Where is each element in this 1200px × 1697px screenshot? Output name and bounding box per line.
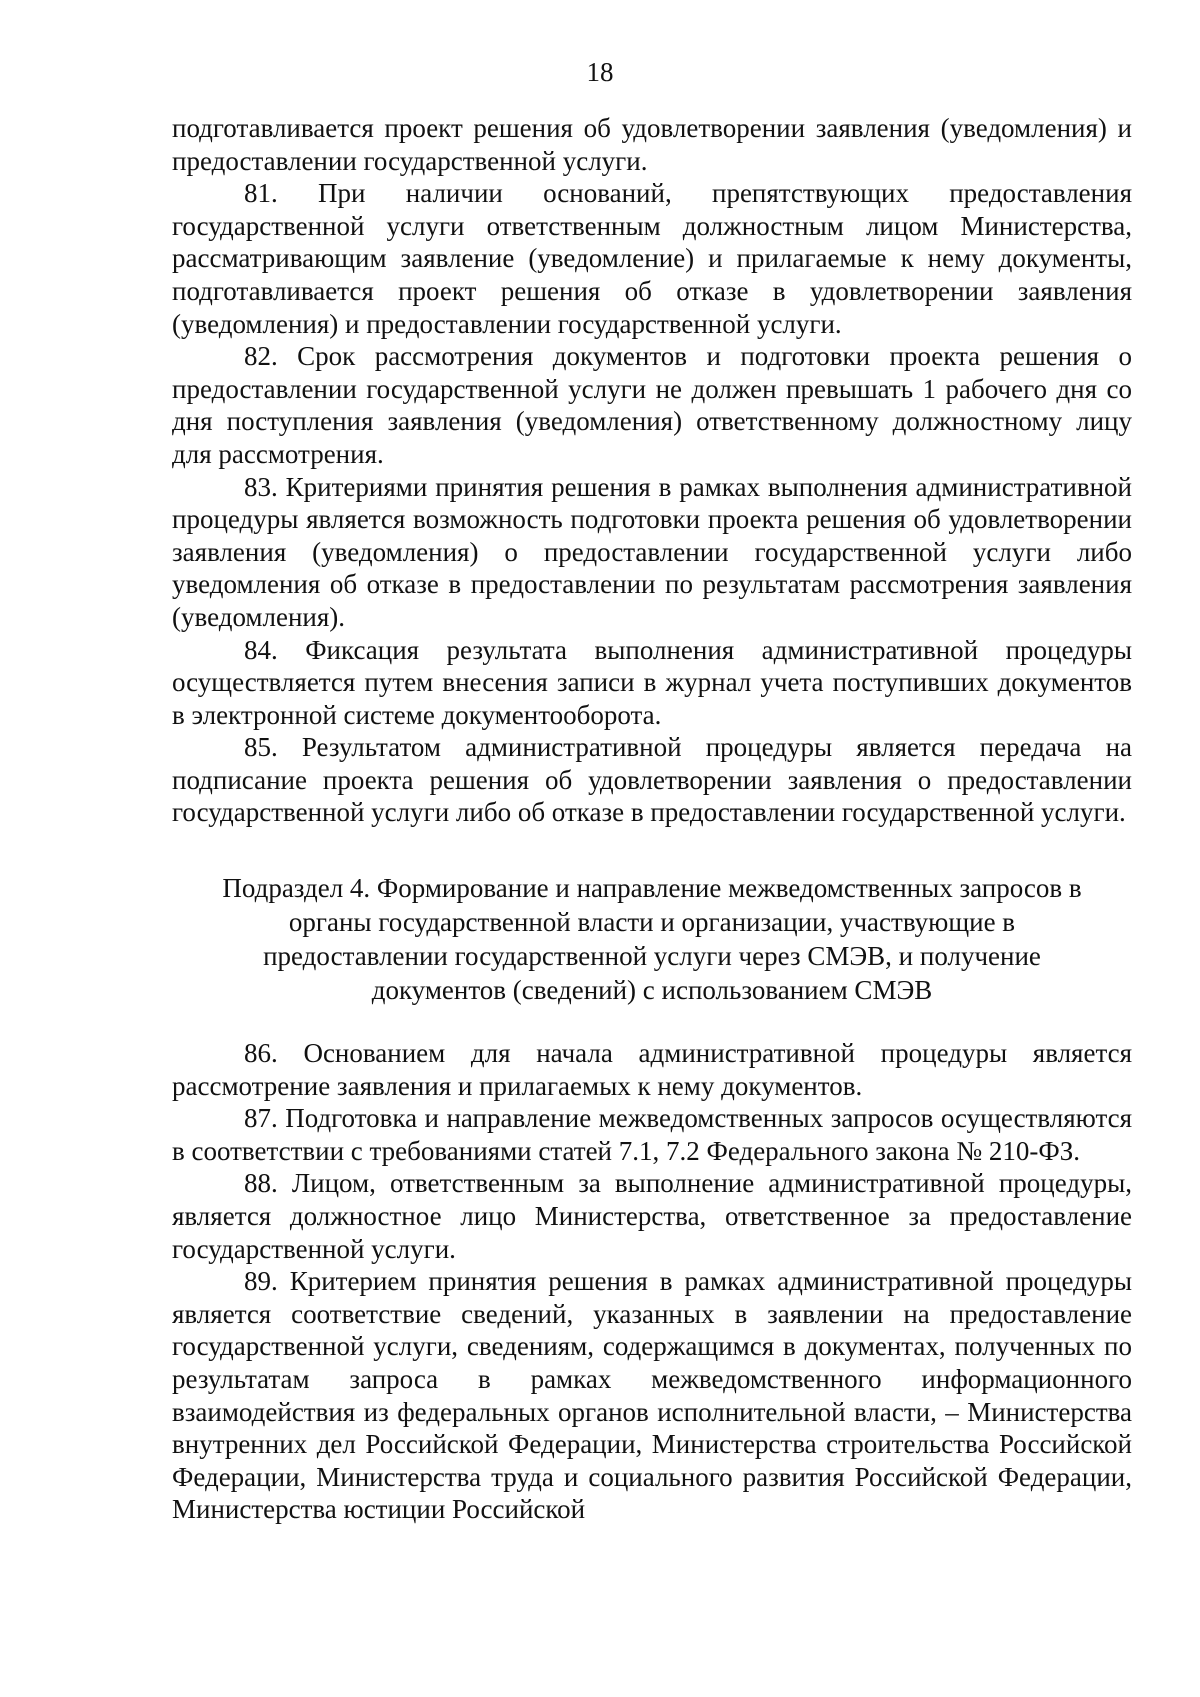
paragraph-85: 85. Результатом административной процедуры является передача на подписание проекта решения об удовлетворении заявления о предоставлении государственной услуги либо об отказе в предоставлении государственной услуги. — [172, 732, 1132, 828]
section-spacer — [172, 829, 1132, 853]
paragraph-86: 86. Основанием для начала административной процедуры является рассмотрение заявления и прилагаемых к нему документов. — [172, 1038, 1132, 1101]
section-heading: Подраздел 4. Формирование и направление межведомственных запросов в органы государственной власти и организации, участвующие в предоставлении государственной услуги через СМЭВ, и получение документов (сведений) с использованием СМЭВ — [222, 873, 1082, 1006]
heading-spacer — [172, 1027, 1132, 1037]
page-number: 18 — [586, 57, 614, 87]
document-body — [172, 112, 1132, 1526]
paragraph-87: 87. Подготовка и направление межведомственных запросов осуществляются в соответствии с требованиями статей 7.1, 7.2 Федерального закона № 210-ФЗ. — [172, 1103, 1132, 1166]
paragraph-84: 84. Фиксация результата выполнения административной процедуры осуществляется путем внесения записи в журнал учета поступивших документов в электронной системе документооборота. — [172, 634, 1132, 730]
paragraph-81: 81. При наличии оснований, препятствующих предоставления государственной услуги ответственным должностным лицом Министерства, рассматривающим заявление (уведомление) и прилагаемые к нему документы, подготавливается проект решения об отказе в удовлетворении заявления (уведомления) и предоставлении государственной услуги. — [172, 178, 1132, 339]
paragraph-83: 83. Критериями принятия решения в рамках выполнения административной процедуры является возможность подготовки проекта решения об удовлетворении заявления (уведомления) о предоставлении государственной услуги либо уведомления об отказе в предоставлении по результатам рассмотрения заявления (уведомления). — [172, 471, 1132, 632]
paragraph-88: 88. Лицом, ответственным за выполнение административной процедуры, является должностное лицо Министерства, ответственное за предоставление государственной услуги. — [172, 1168, 1132, 1264]
paragraph-82: 82. Срок рассмотрения документов и подготовки проекта решения о предоставлении государственной услуги не должен превышать 1 рабочего дня со дня поступления заявления (уведомления) ответственному должностному лицу для рассмотрения. — [172, 341, 1132, 469]
paragraph-continuation: подготавливается проект решения об удовлетворении заявления (уведомления) и предоставлении государственной услуги. — [172, 113, 1132, 176]
paragraph-89: 89. Критерием принятия решения в рамках административной процедуры является соответствие сведений, указанных в заявлении на предоставление государственной услуги, сведениям, содержащимся в документах, полученных по результатам запроса в рамках межведомственного информационного взаимодействия из федеральных органов исполнительной власти, – Министерства внутренних дел Российской Федерации, Министерства строительства Российской Федерации, Министерства труда и социального развития Российской Федерации, Министерства юстиции Российской — [172, 1266, 1132, 1525]
